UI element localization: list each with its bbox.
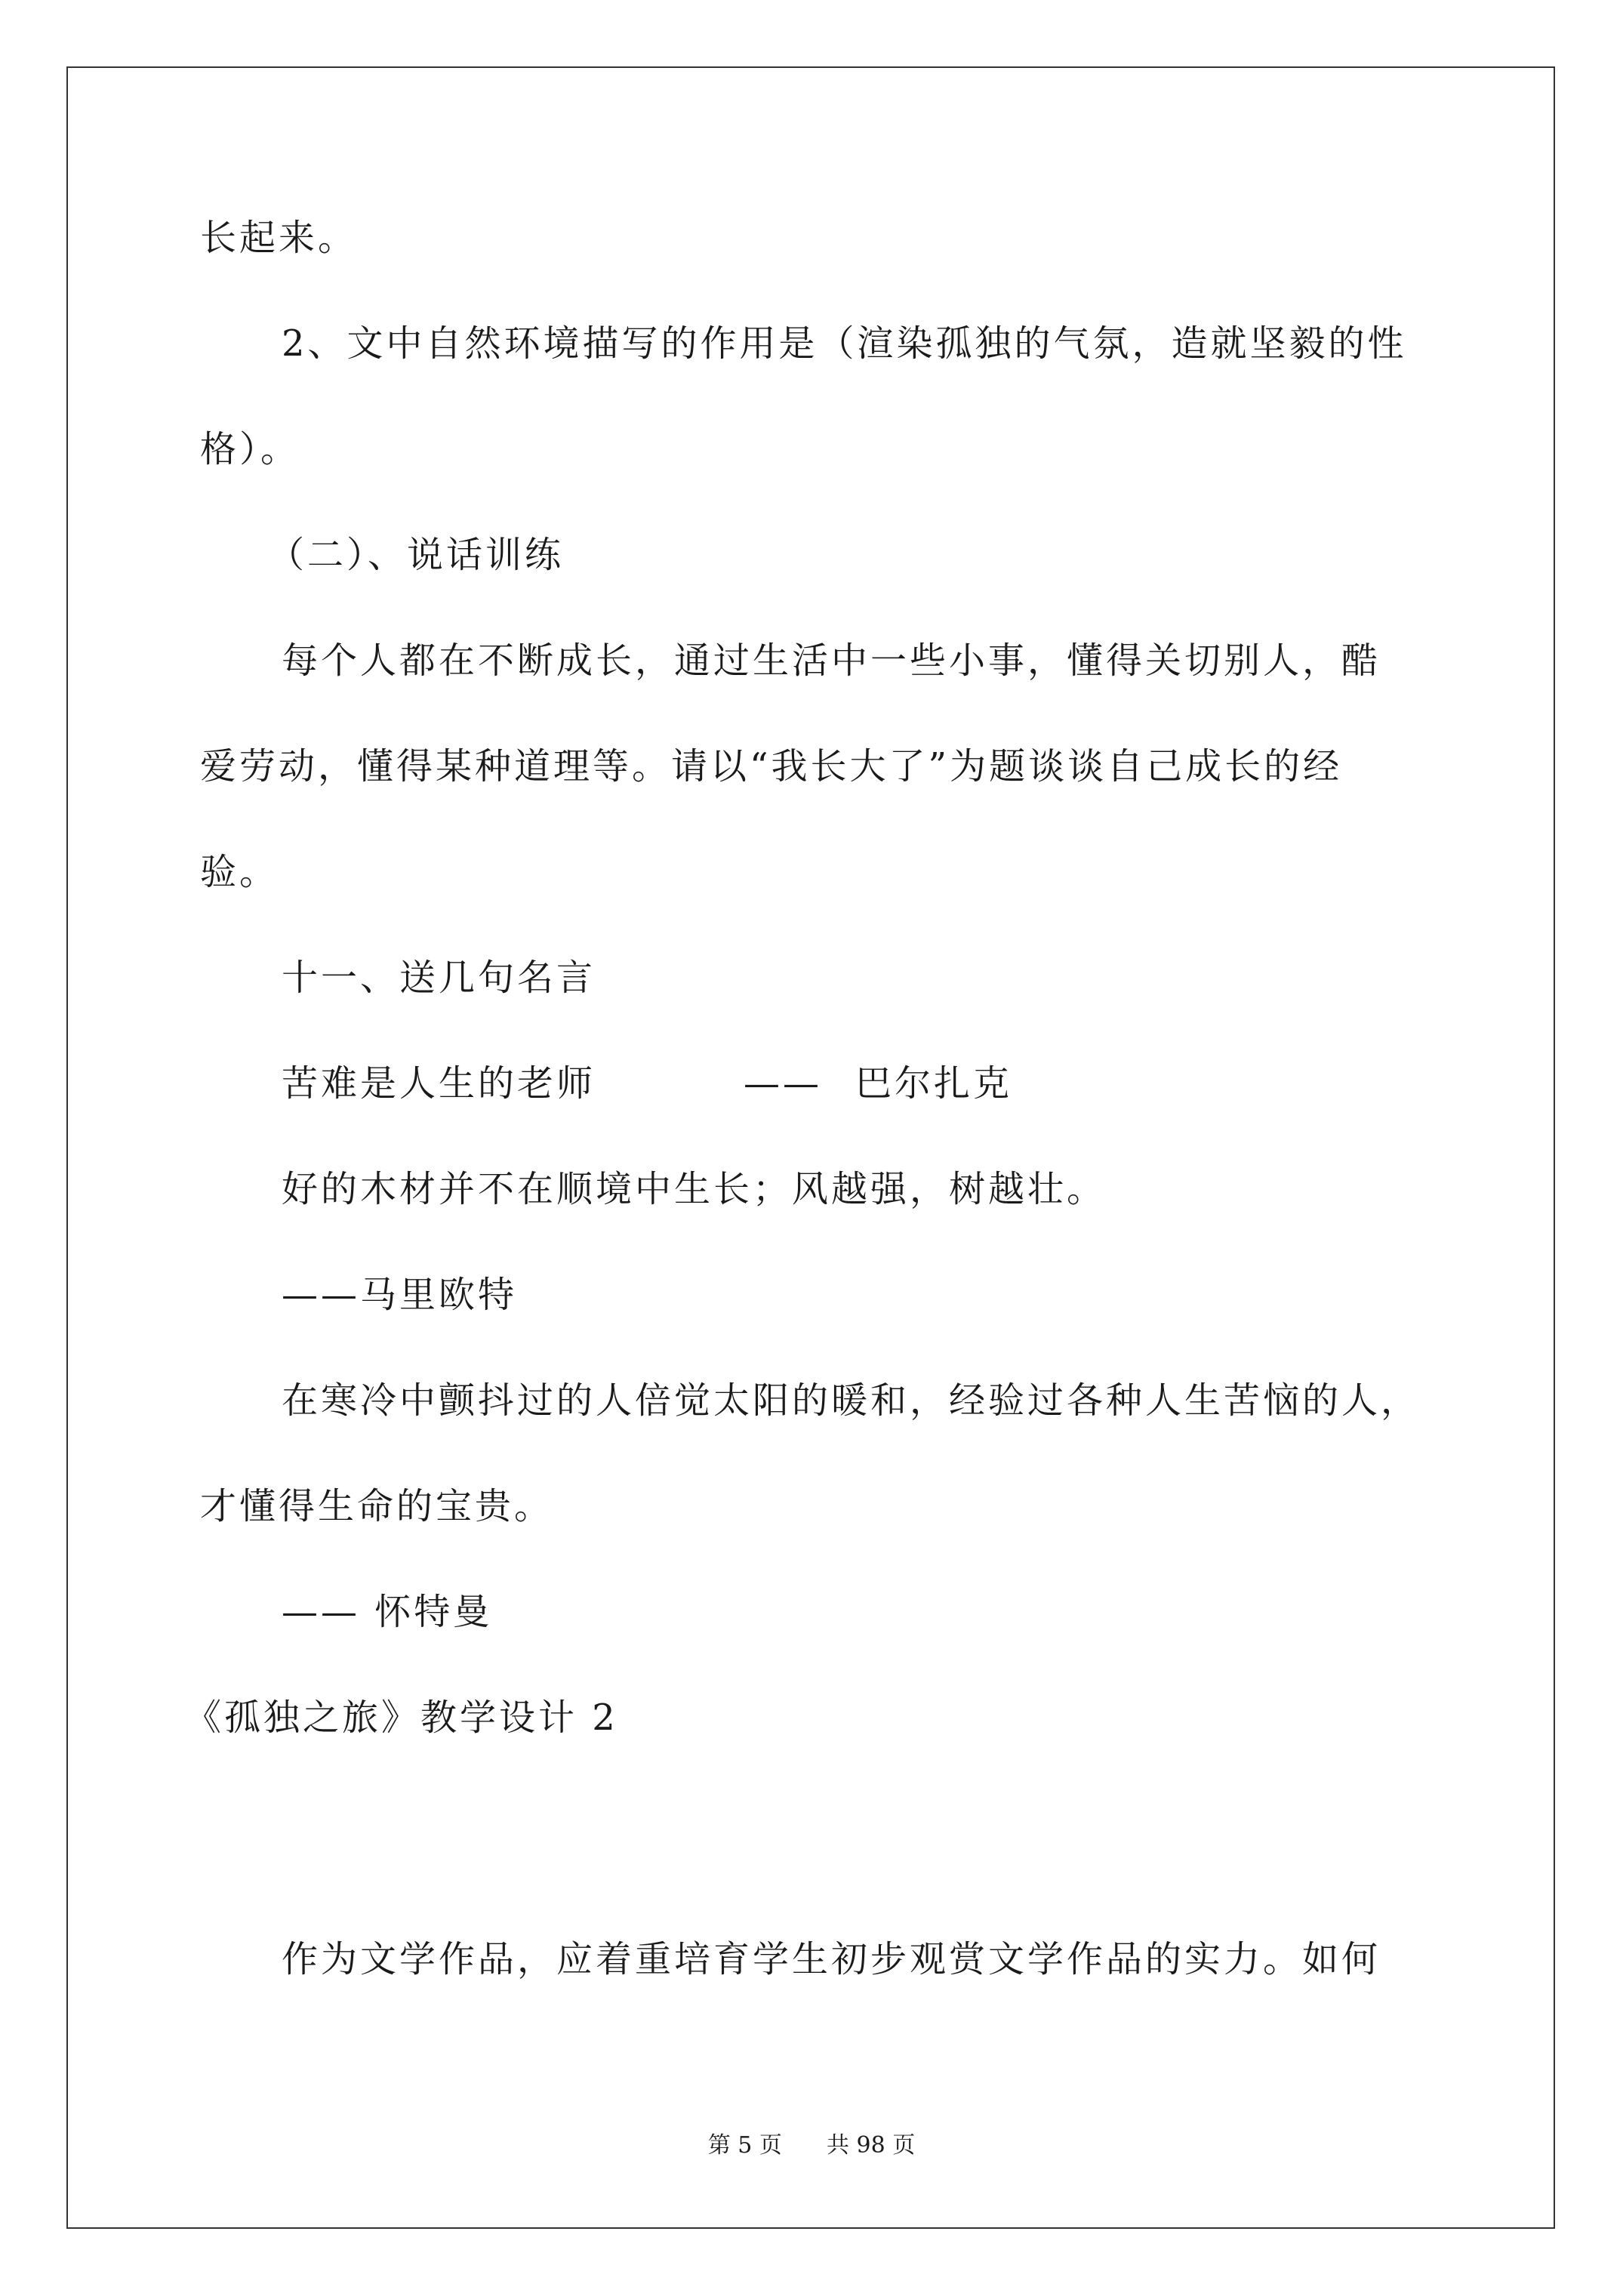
page-border [66,66,1555,2229]
section-title: 《孤独之旅》教学设计 2 [185,1697,618,1739]
text-line: 才懂得生命的宝贵。 [200,1485,554,1527]
text-line: 好的木材并不在顺境中生长；风越强，树越壮。 [282,1168,1107,1210]
page-number: 第 5 页 [707,2132,782,2159]
text-line: 作为文学作品，应着重培育学生初步观赏文学作品的实力。如何 [282,1938,1381,1980]
quote-author: 巴尔扎克 [855,1062,1013,1105]
text-line: 长起来。 [200,217,358,259]
quote-text: 苦难是人生的老师 [282,1062,596,1105]
section-heading: （二）、说话训练 [268,534,565,576]
quote-line [282,1061,1012,1106]
text-line: 每个人都在不断成长，通过生活中一些小事，懂得关切别人，酷 [282,639,1381,682]
text-line: 验。 [200,851,279,893]
text-line: 在寒冷中颤抖过的人倍觉太阳的暖和，经验过各种人生苦恼的人， [282,1379,1421,1422]
quote-author: —— 怀特曼 [282,1591,493,1633]
text-line: 爱劳动，懂得某种道理等。请以“我长大了”为题谈谈自己成长的经 [200,745,1343,787]
page-footer [0,2131,1623,2161]
text-line: 2、文中自然环境描写的作用是（渲染孤独的气氛，造就坚毅的性 [282,322,1407,365]
quote-author: ——马里欧特 [282,1274,518,1316]
section-heading: 十一、送几句名言 [282,957,596,999]
text-line: 格）。 [200,428,300,470]
page-total: 共 98 页 [827,2132,916,2159]
quote-dash: —— [744,1062,823,1105]
